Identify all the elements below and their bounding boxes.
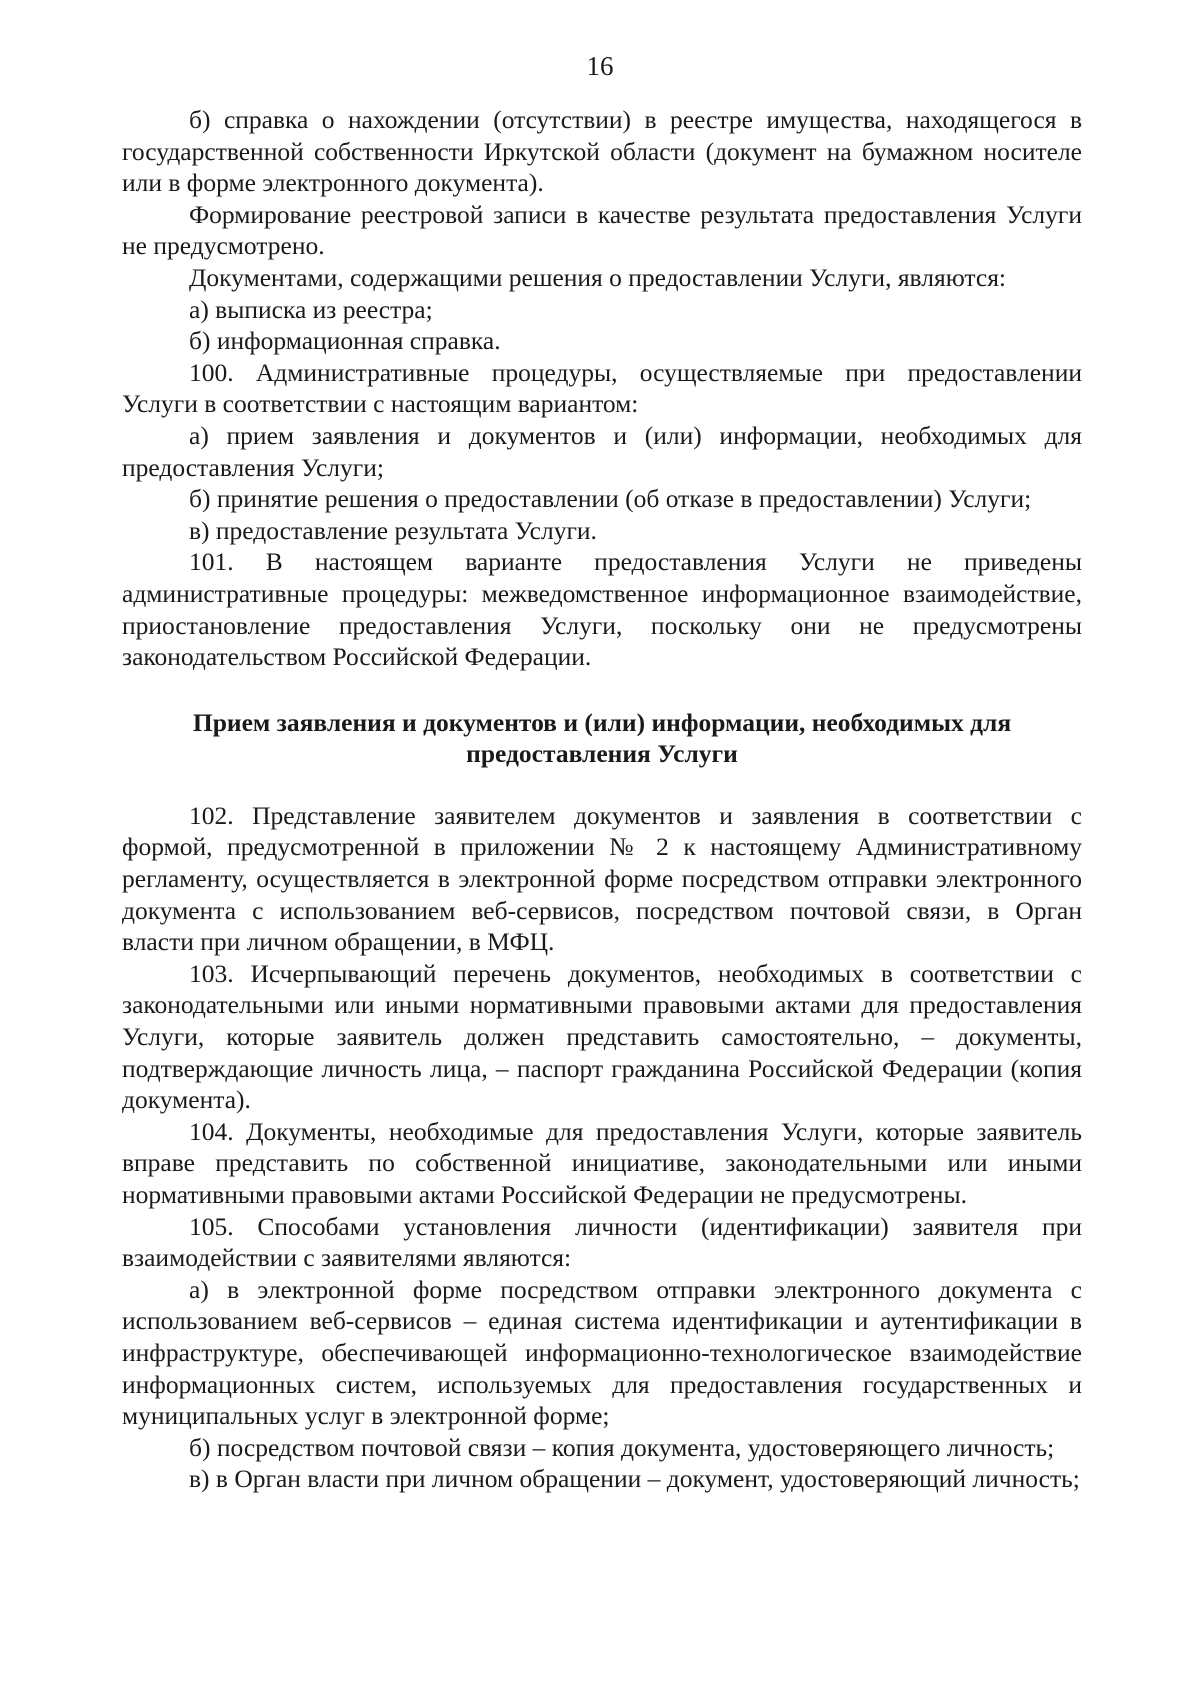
paragraph-105: 105. Способами установления личности (идентификации) заявителя при взаимодействии с заявителями являются: [122, 1211, 1082, 1273]
list-item-100-c: в) предоставление результата Услуги. [189, 515, 597, 545]
paragraph-104: 104. Документы, необходимые для предоставления Услуги, которые заявитель вправе представить по собственной инициативе, законодательными или иными нормативными правовыми актами Российской Федерации не предусмотрены. [122, 1116, 1082, 1209]
section-heading: Прием заявления и документов и (или) информации, необходимых для предоставления Услуги [192, 707, 1012, 769]
paragraph-103: 103. Исчерпывающий перечень документов, необходимых в соответствии с законодательными или иными нормативными правовыми актами для предоставления Услуги, которые заявитель должен представить самостоятельно, – документы, подтверждающие личность лица, – паспорт гражданина Российской Федерации (копия документа). [122, 958, 1082, 1115]
page-number: 16 [586, 51, 614, 81]
paragraph-100: 100. Административные процедуры, осуществляемые при предоставлении Услуги в соответствии с настоящим вариантом: [122, 357, 1082, 419]
document-body [122, 104, 1082, 1495]
list-item-105-a: а) в электронной форме посредством отправки электронного документа с использованием веб-сервисов – единая система идентификации и аутентификации в инфраструктуре, обеспечивающей информационно-технологическое взаимодействие информационных систем, используемых для предоставления государственных и муниципальных услуг в электронной форме; [122, 1274, 1082, 1431]
list-item-info-certificate: б) информационная справка. [189, 326, 501, 356]
paragraph-101: 101. В настоящем варианте предоставления Услуги не приведены административные процедуры: межведомственное информационное взаимодействие, приостановление предоставления Услуги, поскольку они не предусмотрены законодательством Российской Федерации. [122, 547, 1082, 672]
list-item-105-b: б) посредством почтовой связи – копия документа, удостоверяющего личность; [189, 1432, 1055, 1462]
paragraph-registry-record: Формирование реестровой записи в качестве результата предоставления Услуги не предусмотрено. [122, 199, 1082, 261]
paragraph-certificate-b: б) справка о нахождении (отсутствии) в реестре имущества, находящегося в государственной собственности Иркутской области (документ на бумажном носителе или в форме электронного документа). [122, 105, 1082, 198]
paragraph-102: 102. Представление заявителем документов и заявления в соответствии с формой, предусмотренной в приложении № 2 к настоящему Административному регламенту, осуществляется в электронной форме посредством отправки электронного документа с использованием веб-сервисов, посредством почтовой связи, в Орган власти при личном обращении, в МФЦ. [122, 800, 1082, 957]
list-item-registry-extract: а) выписка из реестра; [189, 294, 433, 324]
list-item-105-c: в) в Орган власти при личном обращении – документ, удостоверяющий личность; [189, 1464, 1080, 1494]
list-item-100-b: б) принятие решения о предоставлении (об отказе в предоставлении) Услуги; [189, 484, 1032, 514]
list-item-100-a: а) прием заявления и документов и (или) информации, необходимых для предоставления Услуги; [122, 420, 1082, 482]
paragraph-decision-documents: Документами, содержащими решения о предоставлении Услуги, являются: [189, 262, 1007, 292]
